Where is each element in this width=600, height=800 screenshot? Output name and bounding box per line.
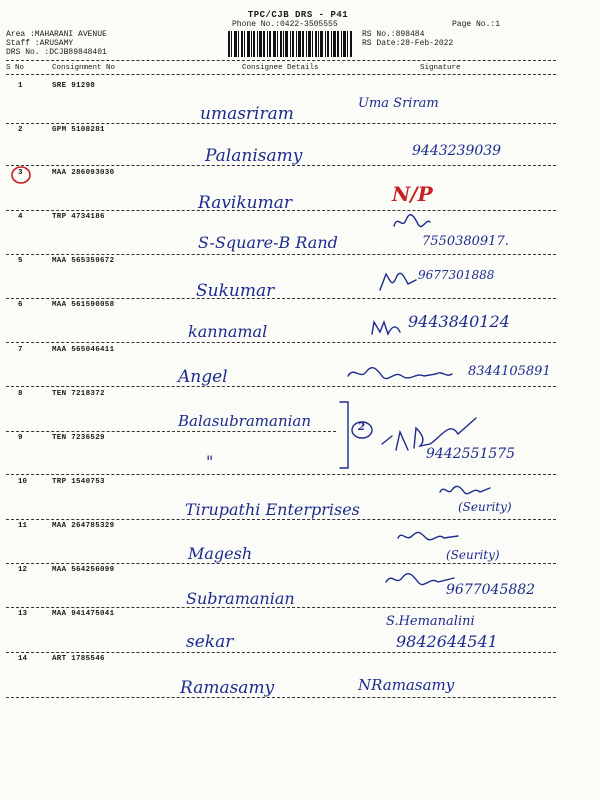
- divider: [6, 474, 556, 475]
- divider: [6, 210, 556, 211]
- signature: (Seurity): [446, 548, 500, 562]
- consignee-name: Palanisamy: [205, 146, 303, 166]
- row-number: 5: [18, 257, 23, 265]
- consignment-no: TEN 7218372: [52, 390, 105, 398]
- signature: 9443840124: [408, 312, 510, 331]
- row-number: 8: [18, 390, 23, 398]
- signature: 9443239039: [412, 143, 502, 159]
- consignee-name: kannamal: [188, 322, 268, 341]
- signature-scribble: [346, 364, 456, 384]
- consignee-name: Magesh: [188, 544, 253, 563]
- consignment-no: MAA 564256099: [52, 566, 115, 574]
- signature: 9677301888: [418, 268, 495, 282]
- divider: [6, 697, 556, 698]
- col-signature: Signature: [420, 64, 461, 72]
- divider: [6, 165, 556, 166]
- row-number: 14: [18, 655, 28, 663]
- signature: 9677045882: [446, 582, 536, 598]
- consignee-name: Angel: [178, 367, 228, 387]
- sheet-title: TPC/CJB DRS - P41: [247, 10, 349, 20]
- consignment-no: MAA 286093030: [52, 169, 115, 177]
- row-number: 10: [18, 478, 28, 486]
- rs-number: RS No.:898484: [362, 30, 425, 39]
- signature: 7550380917.: [422, 234, 509, 249]
- row-number: 12: [18, 566, 28, 574]
- bracket-count: 2: [358, 422, 365, 433]
- consignee-name: Balasubramanian: [178, 412, 312, 430]
- area: Area :MAHARANI AVENUE: [6, 30, 107, 39]
- signature: Uma Sriram: [358, 96, 439, 111]
- row-number: 3: [18, 169, 23, 177]
- consignee-name: Tirupathi Enterprises: [185, 500, 360, 519]
- header-left-info: [6, 30, 107, 57]
- divider: [6, 563, 556, 564]
- signature-scribble: [392, 212, 432, 232]
- bracket-mark: [336, 400, 376, 472]
- divider: [6, 386, 556, 387]
- col-consignee: Consignee Details: [242, 64, 319, 72]
- row-number: 2: [18, 126, 23, 134]
- consignee-name: ": [206, 452, 214, 471]
- divider: [6, 123, 556, 124]
- divider: [6, 342, 556, 343]
- divider: [6, 431, 336, 432]
- rs-date: RS Date:28-Feb-2022: [362, 39, 454, 48]
- consignment-no: ART 1785546: [52, 655, 105, 663]
- row-number: 13: [18, 610, 28, 618]
- divider: [6, 254, 556, 255]
- consignment-no: TRP 1540753: [52, 478, 105, 486]
- row-number: 9: [18, 434, 23, 442]
- signature-scribble: [378, 270, 418, 294]
- consignment-no: SRE 91298: [52, 82, 96, 90]
- col-consignment: Consignment No: [52, 64, 116, 72]
- signature-scribble: [438, 482, 492, 498]
- consignee-name: sekar: [186, 632, 234, 652]
- signature: N/P: [392, 182, 433, 206]
- consignment-no: GPM 5108281: [52, 126, 105, 134]
- consignment-no: TRP 4734186: [52, 213, 105, 221]
- consignee-name: Ramasamy: [180, 678, 275, 698]
- row-number: 6: [18, 301, 23, 309]
- row-number: 1: [18, 82, 23, 90]
- consignee-name: S-Square-B Rand: [198, 233, 338, 252]
- signature: 9442551575: [426, 446, 516, 462]
- consignee-name: Subramanian: [186, 589, 295, 608]
- barcode: [228, 31, 353, 57]
- divider: [6, 60, 556, 61]
- divider: [6, 652, 556, 653]
- signature: NRamasamy: [358, 676, 455, 694]
- consignment-no: MAA 565046411: [52, 346, 115, 354]
- signature: 9842644541: [396, 632, 498, 651]
- drs-number: DRS No. :DCJB89848401: [6, 48, 107, 57]
- consignee-name: Ravikumar: [198, 193, 292, 213]
- staff: Staff :ARUSAMY: [6, 39, 74, 48]
- consignment-no: MAA 941475041: [52, 610, 115, 618]
- divider: [6, 298, 556, 299]
- signature-scribble: [370, 318, 406, 338]
- header-right-info: [362, 30, 453, 48]
- phone-number: Phone No.:0422-3505555: [232, 20, 338, 29]
- consignment-no: MAA 264785329: [52, 522, 115, 530]
- divider: [6, 607, 556, 608]
- col-sno: S No: [6, 64, 25, 72]
- consignment-no: MAA 561590058: [52, 301, 115, 309]
- signature: 8344105891: [468, 364, 551, 379]
- divider: [6, 519, 556, 520]
- signature-scribble: [396, 528, 460, 544]
- row-number: 7: [18, 346, 23, 354]
- consignee-name: umasriram: [200, 104, 294, 124]
- divider: [6, 74, 556, 75]
- page-number: Page No.:1: [452, 20, 501, 29]
- signature: (Seurity): [458, 500, 512, 514]
- consignment-no: TEN 7236529: [52, 434, 105, 442]
- signer-name: S.Hemanalini: [386, 614, 475, 629]
- consignment-no: MAA 565359672: [52, 257, 115, 265]
- row-number: 11: [18, 522, 28, 530]
- row-number: 4: [18, 213, 23, 221]
- consignee-name: Sukumar: [196, 281, 275, 301]
